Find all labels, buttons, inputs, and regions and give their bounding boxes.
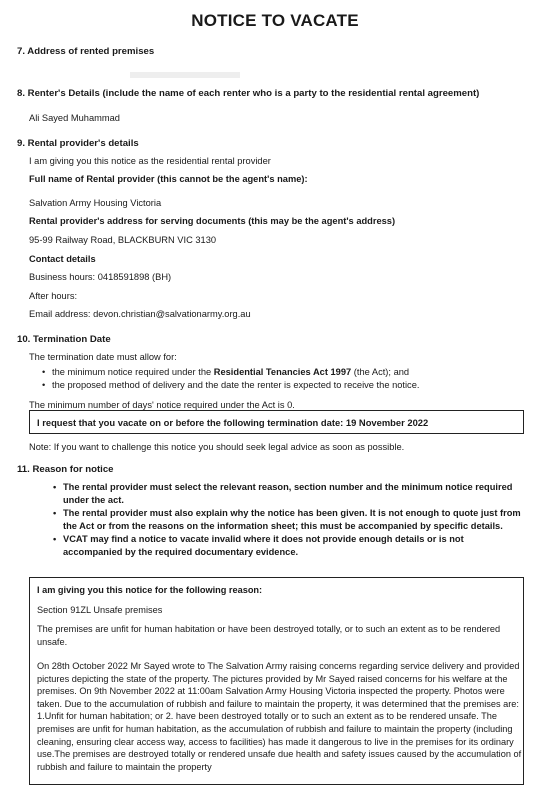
rental-provider-name: Salvation Army Housing Victoria [29,198,162,208]
termination-intro: The termination date must allow for: [29,352,177,362]
section-8-heading: 8. Renter's Details (include the name of each renter who is a party to the residential rental agreement) [17,88,480,99]
section-7-heading: 7. Address of rented premises [17,46,155,57]
document-title: NOTICE TO VACATE [191,11,359,30]
section-10-heading: 10. Termination Date [17,334,111,345]
provider-address-label: Rental provider's address for serving documents (this may be the agent's address) [29,216,396,226]
section-11-heading: 11. Reason for notice [17,464,114,475]
after-hours: After hours: [29,291,78,301]
list-item: • VCAT may find a notice to vacate invalid where it does not provide enough details or is not accompanied by the required documentary evidence. [63,533,523,559]
email-address: Email address: devon.christian@salvationarmy.org.au [29,309,251,319]
redacted-address [130,72,240,78]
reason-box-heading: I am giving you this notice for the following reason: [37,585,263,595]
full-name-label: Full name of Rental provider (this cannot be the agent's name): [29,174,308,184]
termination-requirements-list [52,366,419,392]
renter-name: Ali Sayed Muhammad [29,113,120,123]
provider-address: 95-99 Railway Road, BLACKBURN VIC 3130 [29,235,217,245]
reason-paragraph-2: On 28th October 2022 Mr Sayed wrote to The Salvation Army raising concerns regarding service delivery and provided pictures depicting the state of the property. The pictures provided by Mr Sayed raised concerns for his welfare at the premises. On 9th November 2022 at 11:00am Salvation Army Housing Victoria inspected the property. Photos were taken. Due to the accumulation of rubbish and failure to maintain the property, it was determined that the premises are: 1.Unfit for human habitation; or 2. have been destroyed totally or to such an extent as to be rendered unsafe. The premises are unfit for human habitation, as the accumulation of rubbish and failure to maintain the property (including cleaning, ensuring clear access way, access to facilities) has made it dangerous to live in the premises for its ordinary use.The premises are destroyed totally or rendered unsafe due health and safety issues caused by the accumulation of rubbish and failure to maintain the property [37,661,522,772]
legal-advice-note: Note: If you want to challenge this notice you should seek legal advice as soon as possible. [29,442,405,452]
minimum-days-text: The minimum number of days' notice required under the Act is 0. [29,400,295,410]
termination-date-box: I request that you vacate on or before the following termination date: 19 November 2022 [29,410,524,434]
reason-box [29,577,524,785]
reason-instructions-list [63,481,523,558]
list-item: • the minimum notice required under the Residential Tenancies Act 1997 (the Act); and [52,366,419,379]
list-item: • The rental provider must select the relevant reason, section number and the minimum notice required under the act. [63,481,523,507]
reason-paragraph-1: The premises are unfit for human habitation or have been destroyed totally, or to such an extent as to be rendered unsafe. [37,624,501,647]
contact-details-label: Contact details [29,254,96,264]
section-reference: Section 91ZL Unsafe premises [37,605,163,615]
list-item: • The rental provider must also explain why the notice has been given. It is not enough to quote just from the Act or from the reasons on the information sheet; this must be accompanied by specific details. [63,507,523,533]
act-name: Residential Tenancies Act 1997 [213,367,352,377]
business-hours: Business hours: 0418591898 (BH) [29,272,172,282]
list-item: • the proposed method of delivery and the date the renter is expected to receive the notice. [52,379,419,392]
giving-as-text: I am giving you this notice as the residential rental provider [29,156,271,166]
section-9-heading: 9. Rental provider's details [17,138,139,149]
